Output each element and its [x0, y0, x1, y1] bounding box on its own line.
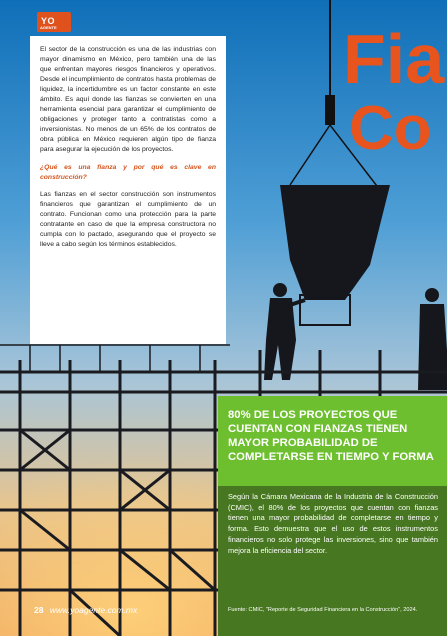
brand-logo — [37, 12, 71, 32]
article-paragraph-2: Las fianzas en el sector construcción son instrumentos financieros que garantizan el cumplimiento de un contrato. Funcionan como una protección para la parte contratante en caso de que la empresa constructora no cumpla con lo pactado, asegurando que el proyecto se lleve a cabo según los términos establecidos. — [40, 191, 216, 248]
stat-callout-box — [218, 396, 447, 636]
website-link[interactable]: www.yoagente.com.mx — [49, 605, 138, 615]
headline-line-1: Fia — [343, 20, 445, 98]
logo-brand-text: YO — [41, 16, 56, 26]
article-subheading: ¿Qué es una fianza y por qué es clave en construcción? — [40, 164, 216, 181]
logo-sub-text: AGENTE — [40, 25, 57, 30]
callout-title: 80% DE LOS PROYECTOS QUE CUENTAN CON FIANZAS TIENEN MAYOR PROBABILIDAD DE COMPLETARSE EN TIEMPO Y FORMA — [228, 409, 434, 463]
callout-source: Fuente: CMIC, "Reporte de Seguridad Financiera en la Construcción", 2024. — [228, 607, 418, 613]
article-paragraph-1: El sector de la construcción es una de las industrias con mayor dinamismo en México, pero también una de las que enfrentan mayores riesgos financieros y operativos. Desde el incumplimiento de contratos hasta problemas de liquidez, la incertidumbre es un factor constante en este ámbito. Es aquí donde las fianzas se convierten en una herramienta esencial para garantizar el cumplimiento de obligaciones y proteger tanto a contratistas como a inversionistas. No menos de un 65% de los contratos de obra pública en México requieren algún tipo de fianza para asegurar la ejecución de los proyectos. — [40, 46, 216, 153]
page-number: 28 — [34, 605, 44, 615]
callout-body: Según la Cámara Mexicana de la Industria de la Construcción (CMIC), el 80% de los proyectos que cuentan con fianzas tienen una mayor probabilidad de completarse en tiempo y forma. Esto demuestra que el uso de estos instrumentos financieros no solo protege las inversiones, sino que también mejora la eficiencia del sector. — [228, 492, 438, 555]
article-text-box — [30, 36, 226, 344]
page-footer — [34, 605, 137, 615]
headline-line-2: Co — [349, 94, 432, 163]
